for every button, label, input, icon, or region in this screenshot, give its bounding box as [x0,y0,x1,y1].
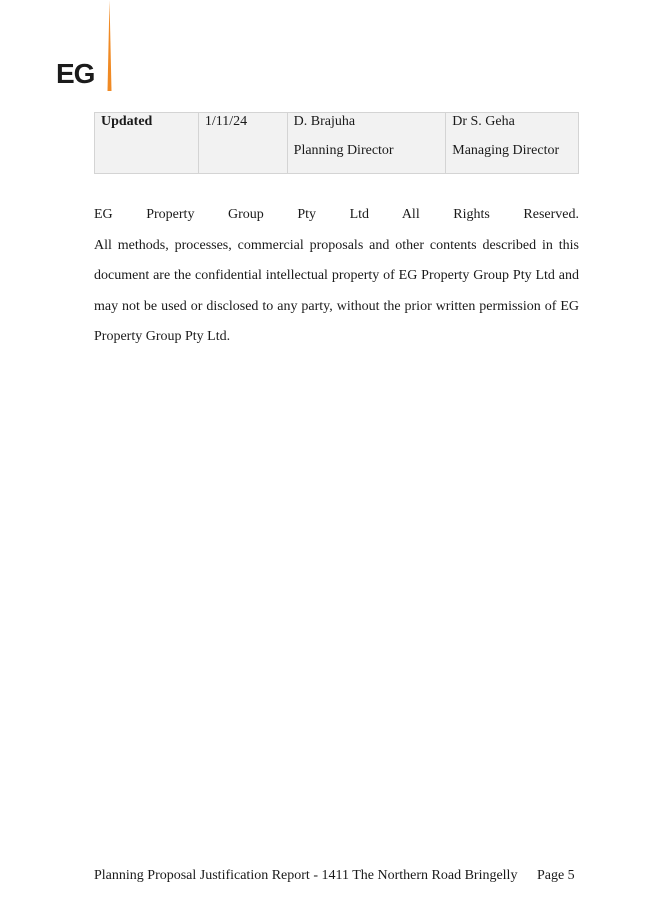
approved-by-title: Managing Director [452,143,560,158]
prepared-by-name: D. Brajuha [293,114,356,129]
footer-page-number: Page 5 [536,868,575,883]
table-row [95,113,579,174]
revision-table [94,112,579,174]
prepared-by-title: Planning Director [293,143,394,158]
copyright-notice [94,200,579,353]
page-footer [94,868,575,884]
approved-by-cell [446,113,579,174]
logo-text: EG [56,58,95,89]
status-text: Updated [101,114,153,129]
footer-report-title: Planning Proposal Justification Report - 1411 The Northern Road Bringelly [94,868,518,883]
status-cell [95,113,199,174]
approved-by-name: Dr S. Geha [452,114,515,129]
logo-accent-bar [107,0,112,91]
date-cell [198,113,287,174]
copyright-body: All methods, processes, commercial proposals and other contents described in this document are the confidential intellectual property of EG Property Group Pty Ltd and may not be used or disclosed to any party, without the prior written permission of EG Property Group Pty Ltd. [94,237,579,344]
company-logo [56,0,126,95]
date-text: 1/11/24 [204,114,248,129]
copyright-line-1: EG Property Group Pty Ltd All Rights Reserved. [94,207,579,222]
prepared-by-cell [287,113,446,174]
